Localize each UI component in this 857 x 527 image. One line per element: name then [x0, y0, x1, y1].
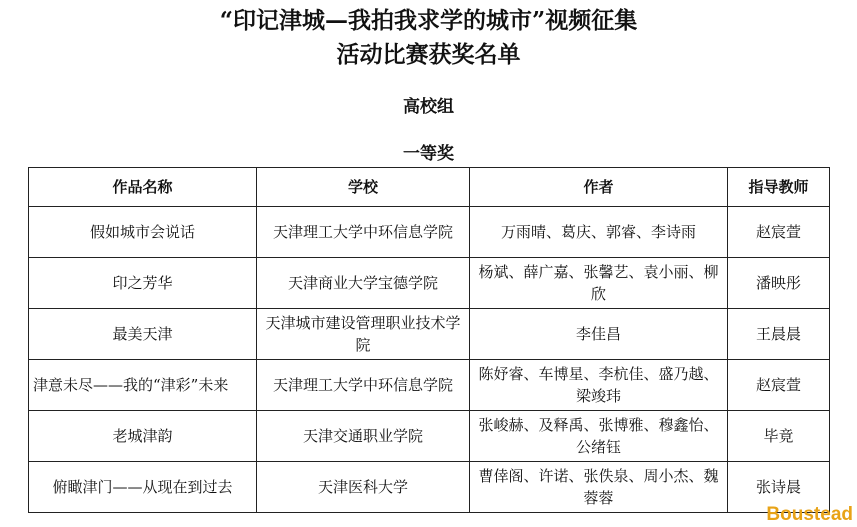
document-title-line2: 活动比赛获奖名单	[336, 41, 521, 68]
document-title-line1: “印记津城—我拍我求学的城市”视频征集	[219, 7, 638, 34]
cell-teacher: 张诗晨	[728, 462, 830, 513]
cell-authors: 杨斌、薛广嘉、张馨艺、袁小丽、柳欣	[470, 258, 728, 309]
header-work-title: 作品名称	[29, 168, 257, 207]
table-row	[29, 360, 830, 411]
cell-teacher: 赵宸萱	[728, 360, 830, 411]
cell-work-title: 老城津韵	[29, 411, 257, 462]
table-row	[29, 258, 830, 309]
cell-work-title: 俯瞰津门——从现在到过去	[29, 462, 257, 513]
cell-teacher: 毕竟	[728, 411, 830, 462]
cell-school: 天津城市建设管理职业技术学院	[257, 309, 470, 360]
cell-authors: 曹倖阁、许诺、张佚泉、周小杰、魏蓉蓉	[470, 462, 728, 513]
header-school: 学校	[257, 168, 470, 207]
cell-work-title: 津意未尽——我的“津彩”未来	[29, 360, 257, 411]
watermark-logo: Boustead	[766, 504, 853, 525]
cell-teacher: 潘映彤	[728, 258, 830, 309]
cell-work-title: 最美天津	[29, 309, 257, 360]
table-row	[29, 309, 830, 360]
cell-authors: 张峻赫、及释禹、张博雅、穆鑫怡、公绪钰	[470, 411, 728, 462]
table-row	[29, 411, 830, 462]
cell-school: 天津交通职业学院	[257, 411, 470, 462]
table-row	[29, 462, 830, 513]
table-row	[29, 207, 830, 258]
cell-school: 天津理工大学中环信息学院	[257, 360, 470, 411]
cell-authors: 万雨晴、葛庆、郭睿、李诗雨	[470, 207, 728, 258]
cell-work-title: 印之芳华	[29, 258, 257, 309]
cell-school: 天津商业大学宝德学院	[257, 258, 470, 309]
cell-school: 天津医科大学	[257, 462, 470, 513]
cell-school: 天津理工大学中环信息学院	[257, 207, 470, 258]
prize-heading: 一等奖	[403, 144, 454, 164]
group-heading: 高校组	[403, 97, 454, 117]
table-header-row	[29, 168, 830, 207]
cell-authors: 陈妤睿、车博星、李杭佳、盛乃越、梁竣玮	[470, 360, 728, 411]
header-authors: 作者	[470, 168, 728, 207]
cell-teacher: 王晨晨	[728, 309, 830, 360]
cell-authors: 李佳昌	[470, 309, 728, 360]
header-teacher: 指导教师	[728, 168, 830, 207]
cell-teacher: 赵宸萱	[728, 207, 830, 258]
awards-table	[28, 167, 830, 513]
cell-work-title: 假如城市会说话	[29, 207, 257, 258]
